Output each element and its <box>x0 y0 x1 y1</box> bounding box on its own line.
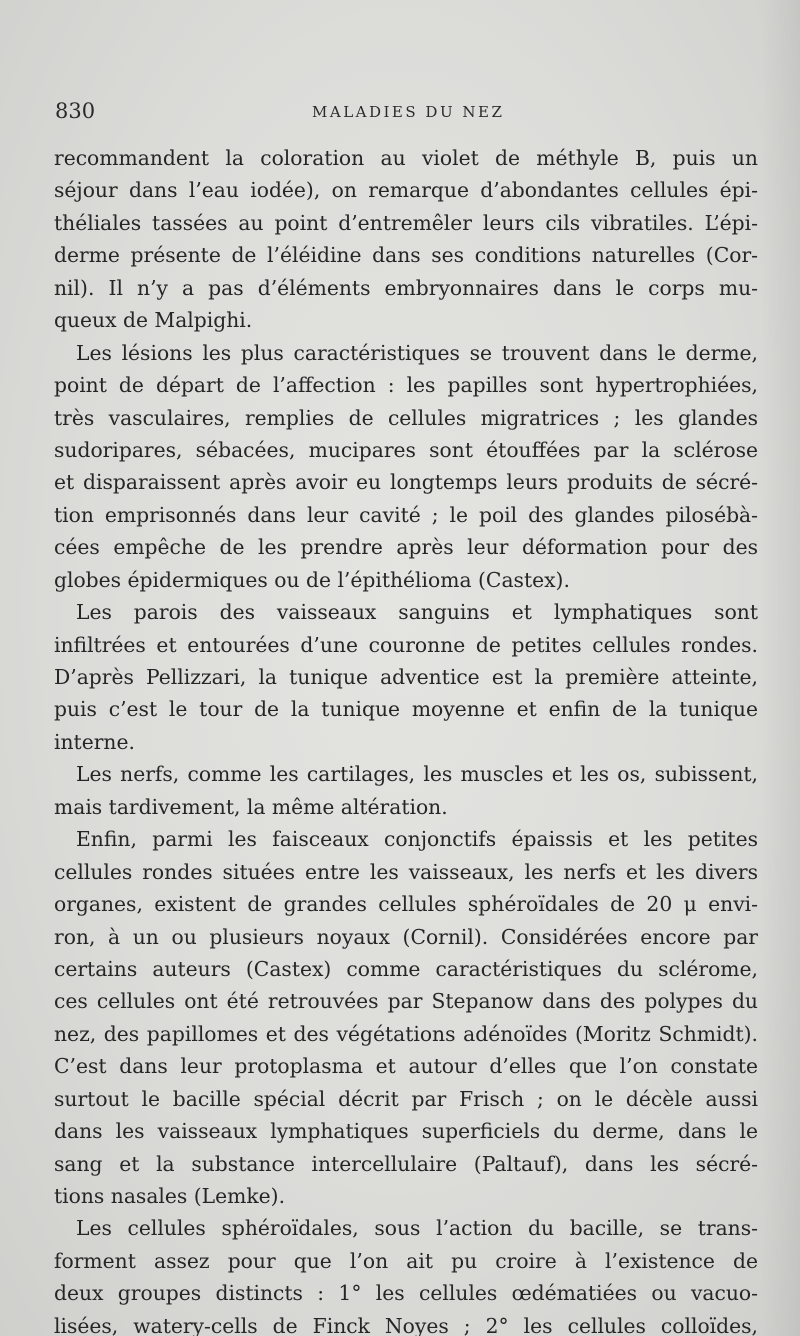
text-line: Les lésions les plus caractéristiques se trouvent dans le derme, <box>76 340 758 365</box>
text-line: ron, à un ou plusieurs noyaux (Cornil). Considérées encore par <box>54 924 758 949</box>
page-edge-shadow <box>760 0 800 1336</box>
text-line: Les nerfs, comme les cartilages, les muscles et les os, subissent, <box>76 762 758 787</box>
text-line: tion emprisonnés dans leur cavité ; le poil des glandes pilosébà- <box>54 502 758 527</box>
page-header <box>0 97 800 127</box>
text-line: très vasculaires, remplies de cellules migratrices ; les glandes <box>54 405 758 430</box>
text-line: sang et la substance intercellulaire (Paltauf), dans les sécré- <box>54 1151 758 1176</box>
text-line: infiltrées et entourées d’une couronne de petites cellules rondes. <box>54 632 758 657</box>
text-line: cellules rondes situées entre les vaisseaux, les nerfs et les divers <box>54 859 758 884</box>
text-line: recommandent la coloration au violet de méthyle B, puis un <box>54 146 758 170</box>
text-line: nil). Il n’y a pas d’éléments embryonnaires dans le corps mu- <box>54 275 758 300</box>
text-line: forment assez pour que l’on ait pu croire à l’existence de <box>54 1248 758 1273</box>
text-line: point de départ de l’affection : les papilles sont hypertrophiées, <box>54 373 758 398</box>
text-line: cées empêche de les prendre après leur déformation pour des <box>54 535 758 560</box>
text-line: queux de Malpighi. <box>54 308 253 333</box>
text-line: théliales tassées au point d’entremêler leurs cils vibratiles. L’épi- <box>54 210 758 235</box>
text-line: D’après Pellizzari, la tunique adventice est la première atteinte, <box>54 665 758 689</box>
text-line: Les cellules sphéroïdales, sous l’action du bacille, se trans- <box>76 1216 758 1241</box>
text-line: puis c’est le tour de la tunique moyenne et enfin de la tunique <box>54 697 758 722</box>
text-line: nez, des papillomes et des végétations adénoïdes (Moritz Schmidt). <box>54 1021 758 1046</box>
running-head: MALADIES DU NEZ <box>312 103 505 121</box>
text-line: certains auteurs (Castex) comme caractéristiques du sclérome, <box>54 956 758 981</box>
text-line: dans les vaisseaux lymphatiques superficiels du derme, dans le <box>54 1119 758 1144</box>
body-text <box>54 142 758 1336</box>
text-line: Enfin, parmi les faisceaux conjonctifs épaissis et les petites <box>76 827 758 852</box>
text-line: derme présente de l’éléidine dans ses conditions naturelles (Cor- <box>54 243 758 268</box>
text-line: séjour dans l’eau iodée), on remarque d’abondantes cellules épi- <box>54 178 758 203</box>
text-line: globes épidermiques ou de l’épithélioma (Castex). <box>54 567 570 592</box>
text-line: lisées, watery-cells de Finck Noyes ; 2° les cellules colloïdes, <box>54 1313 758 1336</box>
text-line: et disparaissent après avoir eu longtemps leurs produits de sécré- <box>54 470 758 495</box>
text-line: tions nasales (Lemke). <box>54 1184 286 1208</box>
text-line: sudoripares, sébacées, mucipares sont étouffées par la sclérose <box>54 437 758 462</box>
text-line: deux groupes distincts : 1° les cellules œdématiées ou vacuo- <box>54 1281 758 1306</box>
page-number: 830 <box>55 99 96 123</box>
text-line: Les parois des vaisseaux sanguins et lymphatiques sont <box>76 600 758 625</box>
text-line: mais tardivement, la même altération. <box>54 794 448 819</box>
text-line: organes, existent de grandes cellules sphéroïdales de 20 μ envi- <box>54 892 758 917</box>
text-line: interne. <box>54 729 135 754</box>
text-line: C’est dans leur protoplasma et autour d’elles que l’on constate <box>54 1054 758 1079</box>
text-line: ces cellules ont été retrouvées par Stepanow dans des polypes du <box>54 989 758 1014</box>
text-line: surtout le bacille spécial décrit par Frisch ; on le décèle aussi <box>54 1086 758 1111</box>
